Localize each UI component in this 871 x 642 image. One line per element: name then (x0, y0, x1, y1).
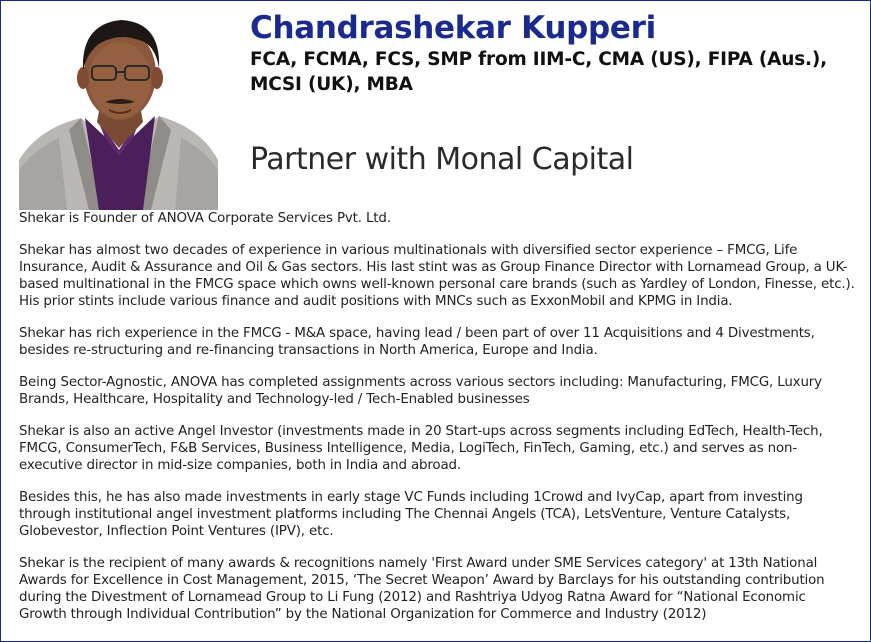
bio-paragraph: Shekar has almost two decades of experience in various multinationals with diversified sector experience – FMCG, Life Insurance, Audit & Assurance and Oil & Gas sectors. His last stint was as Group Finance Director with Lornamead Group, a UK-based multinational in the FMCG space which owns well-known personal care brands (such as Yardley of London, Finesse, etc.). His prior stints include various finance and audit positions with MNCs such as ExxonMobil and KPMG in India. (19, 243, 855, 309)
bio-section (19, 210, 855, 638)
bio-paragraph: Shekar is also an active Angel Investor (investments made in 20 Start-ups across segments including EdTech, Health-Tech, FMCG, ConsumerTech, F&B Services, Business Intelligence, Media, LogiTech, FinTech, Gaming, etc.) and serves as non-executive director in mid-size companies, both in India and abroad. (19, 424, 823, 473)
bio-paragraph: Shekar is Founder of ANOVA Corporate Services Pvt. Ltd. (19, 211, 391, 226)
profile-qualifications: FCA, FCMA, FCS, SMP from IIM-C, CMA (US), FIPA (Aus.), MCSI (UK), MBA (250, 49, 827, 95)
bio-paragraph: Shekar has rich experience in the FMCG - M&A space, having lead / been part of over 11 Acquisitions and 4 Divestments, besides re-structuring and re-financing transactions in North America, Europe and India. (19, 326, 815, 358)
profile-name: Chandrashekar Kupperi (250, 10, 656, 46)
profile-photo (19, 10, 218, 210)
bio-paragraph: Being Sector-Agnostic, ANOVA has completed assignments across various sectors including: Manufacturing, FMCG, Luxury Brands, Healthcare, Hospitality and Technology-led / Tech-Enabled businesses (19, 375, 822, 407)
profile-role: Partner with Monal Capital (250, 142, 634, 177)
bio-paragraph: Shekar is the recipient of many awards & recognitions namely 'First Award under SME Services category' at 13th National Awards for Excellence in Cost Management, 2015, ‘The Secret Weapon’ Award by Barclays for his outstanding contribution during the Divestment of Lornamead Group to Li Fung (2012) and Rashtriya Udyog Ratna Award for “National Economic Growth through Individual Contribution” by the National Organization for Commerce and Industry (2012) (19, 556, 825, 622)
bio-paragraph: Besides this, he has also made investments in early stage VC Funds including 1Crowd and IvyCap, apart from investing through institutional angel investment platforms including The Chennai Angels (TCA), LetsVenture, Venture Catalysts, Globevestor, Inflection Point Ventures (IPV), etc. (19, 490, 803, 539)
